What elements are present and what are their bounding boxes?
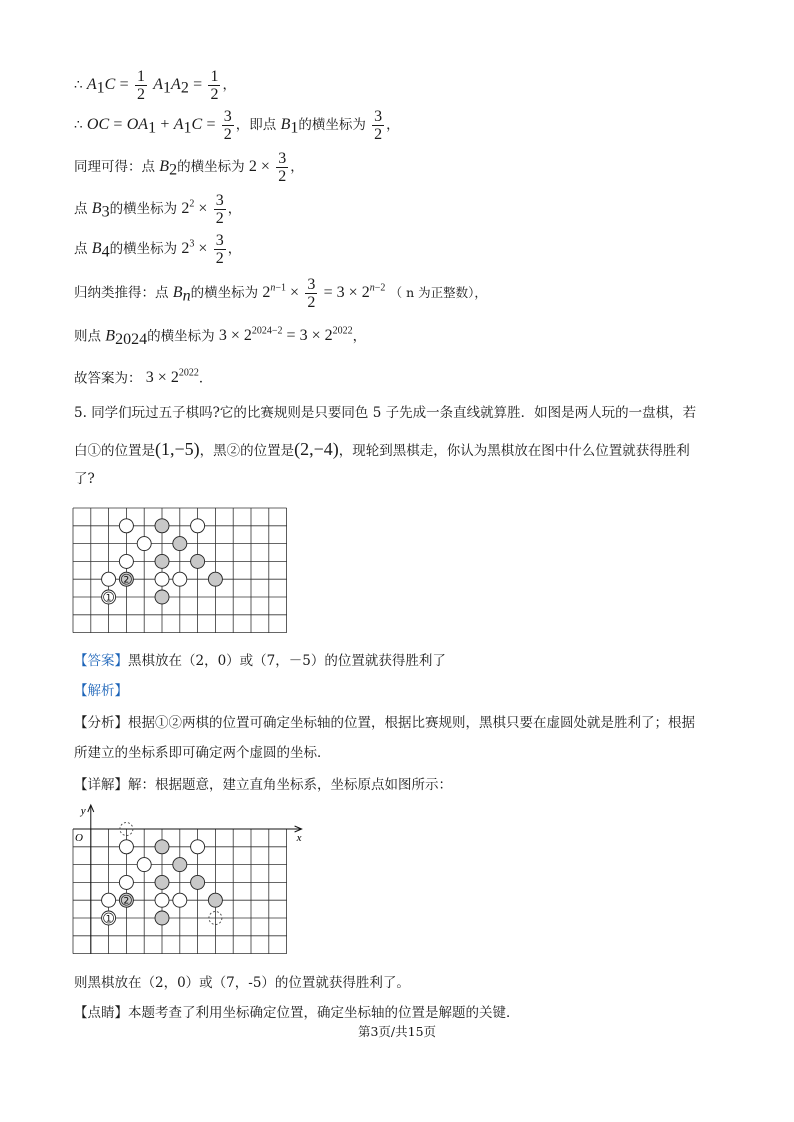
derivation-text: 点 <box>74 201 88 217</box>
analysis-heading <box>74 676 724 706</box>
answer-line: 故答案为： $3 \times 2^{2022}$． <box>74 368 213 387</box>
derivation-text: 的横坐标为 <box>298 117 366 133</box>
question-text: ，黑②的位置是 <box>199 443 295 459</box>
analysis-tag: 【解析】 <box>74 683 128 699</box>
question-number: 5. <box>74 405 87 421</box>
black-stone <box>155 519 169 533</box>
black-stone <box>155 911 169 925</box>
white-stone <box>155 572 169 586</box>
xiangjie-text: 解：根据题意，建立直角坐标系，坐标原点如图所示： <box>128 777 452 793</box>
question-5 <box>74 398 724 494</box>
derivation-line-4: 点 $B_3$的横坐标为 $2^2$ × $\frac{3}{2}$ ， <box>74 192 242 227</box>
derivation-line-7: 则点 $B_{2024}$的横坐标为 $3 \times 2^{2024-2} = 3 \times 2^{2022}$， <box>74 326 367 349</box>
derivation-text: 则点 <box>74 328 101 345</box>
coordinate-black-2: (2,−4) <box>294 439 339 459</box>
question-text: ，现轮到黑棋走，你认为黑棋放在图中什么位置就获得胜利 <box>338 443 690 459</box>
answer-label: 故答案为： <box>74 370 142 387</box>
derivation-text: 的横坐标为 <box>109 201 178 217</box>
page-footer: 第3页/共15页 <box>357 1024 437 1039</box>
xiangjie-tag: 【详解】 <box>74 777 128 793</box>
derivation-line-3: 同理可得：点 $B_2$的横坐标为 2 × $\frac{3}{2}$ ， <box>74 150 304 185</box>
white-stone <box>119 840 133 854</box>
derivation-text: 的横坐标为 <box>147 328 215 345</box>
answer-tag: 【答案】 <box>74 653 128 669</box>
question-line-2 <box>74 434 724 466</box>
white-stone <box>137 858 151 872</box>
black-stone <box>173 858 187 872</box>
conclusion <box>74 968 724 998</box>
coordinate-white-1: (1,−5) <box>155 439 200 459</box>
xiangjie-section <box>74 770 724 800</box>
white-stone <box>173 572 187 586</box>
black-stone <box>191 554 205 568</box>
derivation-line-5: 点 $B_4$的横坐标为 $2^3$ × $\frac{3}{2}$ ， <box>74 232 242 267</box>
white-stone <box>137 537 151 551</box>
origin-label: O <box>75 832 83 844</box>
therefore-symbol: ∴ <box>74 117 83 133</box>
question-text: 同学们玩过五子棋吗?它的比赛规则是只要同色 5 子先成一条直线就算胜．如图是两人玩的一盘棋，若 <box>91 405 697 421</box>
black-stone <box>155 590 169 604</box>
black-stone <box>155 840 169 854</box>
black-stone <box>155 875 169 889</box>
black-stone <box>208 893 222 907</box>
derivation-text: 的横坐标为 <box>190 285 259 301</box>
fenxi-text: 所建立的坐标系即可确定两个虚圆的坐标． <box>74 745 331 761</box>
black-stone <box>191 875 205 889</box>
derivation-line-2: ∴ OC = $OA_1 + A_1C$ = $\frac{3}{2}$ ，即点 $B_1$的横坐标为 $\frac{3}{2}$ ， <box>74 108 400 143</box>
conclusion-text: 则黑棋放在（2，0）或（7，-5）的位置就获得胜利了。 <box>74 975 410 991</box>
derivation-text: ，即点 <box>235 117 277 133</box>
dianjing-tag: 【点睛】 <box>74 1005 128 1021</box>
stone-label: 2 <box>123 575 130 586</box>
stone-label: 1 <box>105 914 112 925</box>
derivation-text: 点 <box>74 241 88 257</box>
white-stone <box>191 519 205 533</box>
black-stone <box>155 554 169 568</box>
white-stone <box>119 554 133 568</box>
black-stone <box>173 537 187 551</box>
white-stone <box>155 893 169 907</box>
question-line-3: 了? <box>74 471 95 487</box>
stone-label: 2 <box>123 896 130 907</box>
answer-section <box>74 646 724 676</box>
y-axis-label: y <box>80 805 86 817</box>
question-line-1 <box>74 398 724 428</box>
black-stone <box>208 572 222 586</box>
derivation-line-1: ∴ $A_1C$ = $\frac{1}{2}$ $A_1A_2$ = $\frac{1}{2}$ ， <box>74 68 236 103</box>
white-stone <box>102 893 116 907</box>
derivation-text: 的横坐标为 <box>109 241 178 257</box>
white-stone <box>119 519 133 533</box>
answer-text: 黑棋放在（2，0）或（7，－5）的位置就获得胜利了 <box>128 653 446 669</box>
fenxi-section <box>74 708 724 768</box>
fenxi-text: 根据①②两棋的位置可确定坐标轴的位置，根据比赛规则，黑棋只要在虚圆处就是胜利了；根据 <box>128 715 695 731</box>
derivation-note: （ n 为正整数）， <box>389 285 487 300</box>
gomoku-board-solution <box>66 802 316 962</box>
white-stone <box>102 572 116 586</box>
therefore-symbol: ∴ <box>74 77 83 93</box>
white-stone <box>191 840 205 854</box>
derivation-text: 的横坐标为 <box>177 159 245 175</box>
stone-label: 1 <box>105 593 112 604</box>
gomoku-board-question <box>70 505 290 637</box>
x-axis-label: x <box>296 832 302 844</box>
question-text: 白①的位置是 <box>74 443 155 459</box>
white-stone <box>173 893 187 907</box>
derivation-text: 归纳类推得：点 <box>74 285 169 301</box>
white-stone <box>119 875 133 889</box>
derivation-line-6: 归纳类推得：点 $B_n$的横坐标为 $2^{n-1}$ × $\frac{3}{2}$ = $3 \times 2^{n-2}$ （ n 为正整数）， <box>74 276 487 311</box>
fenxi-tag: 【分析】 <box>74 715 128 731</box>
derivation-text: 同理可得：点 <box>74 159 155 175</box>
dianjing-text: 本题考查了利用坐标确定位置，确定坐标轴的位置是解题的关键． <box>128 1005 520 1021</box>
